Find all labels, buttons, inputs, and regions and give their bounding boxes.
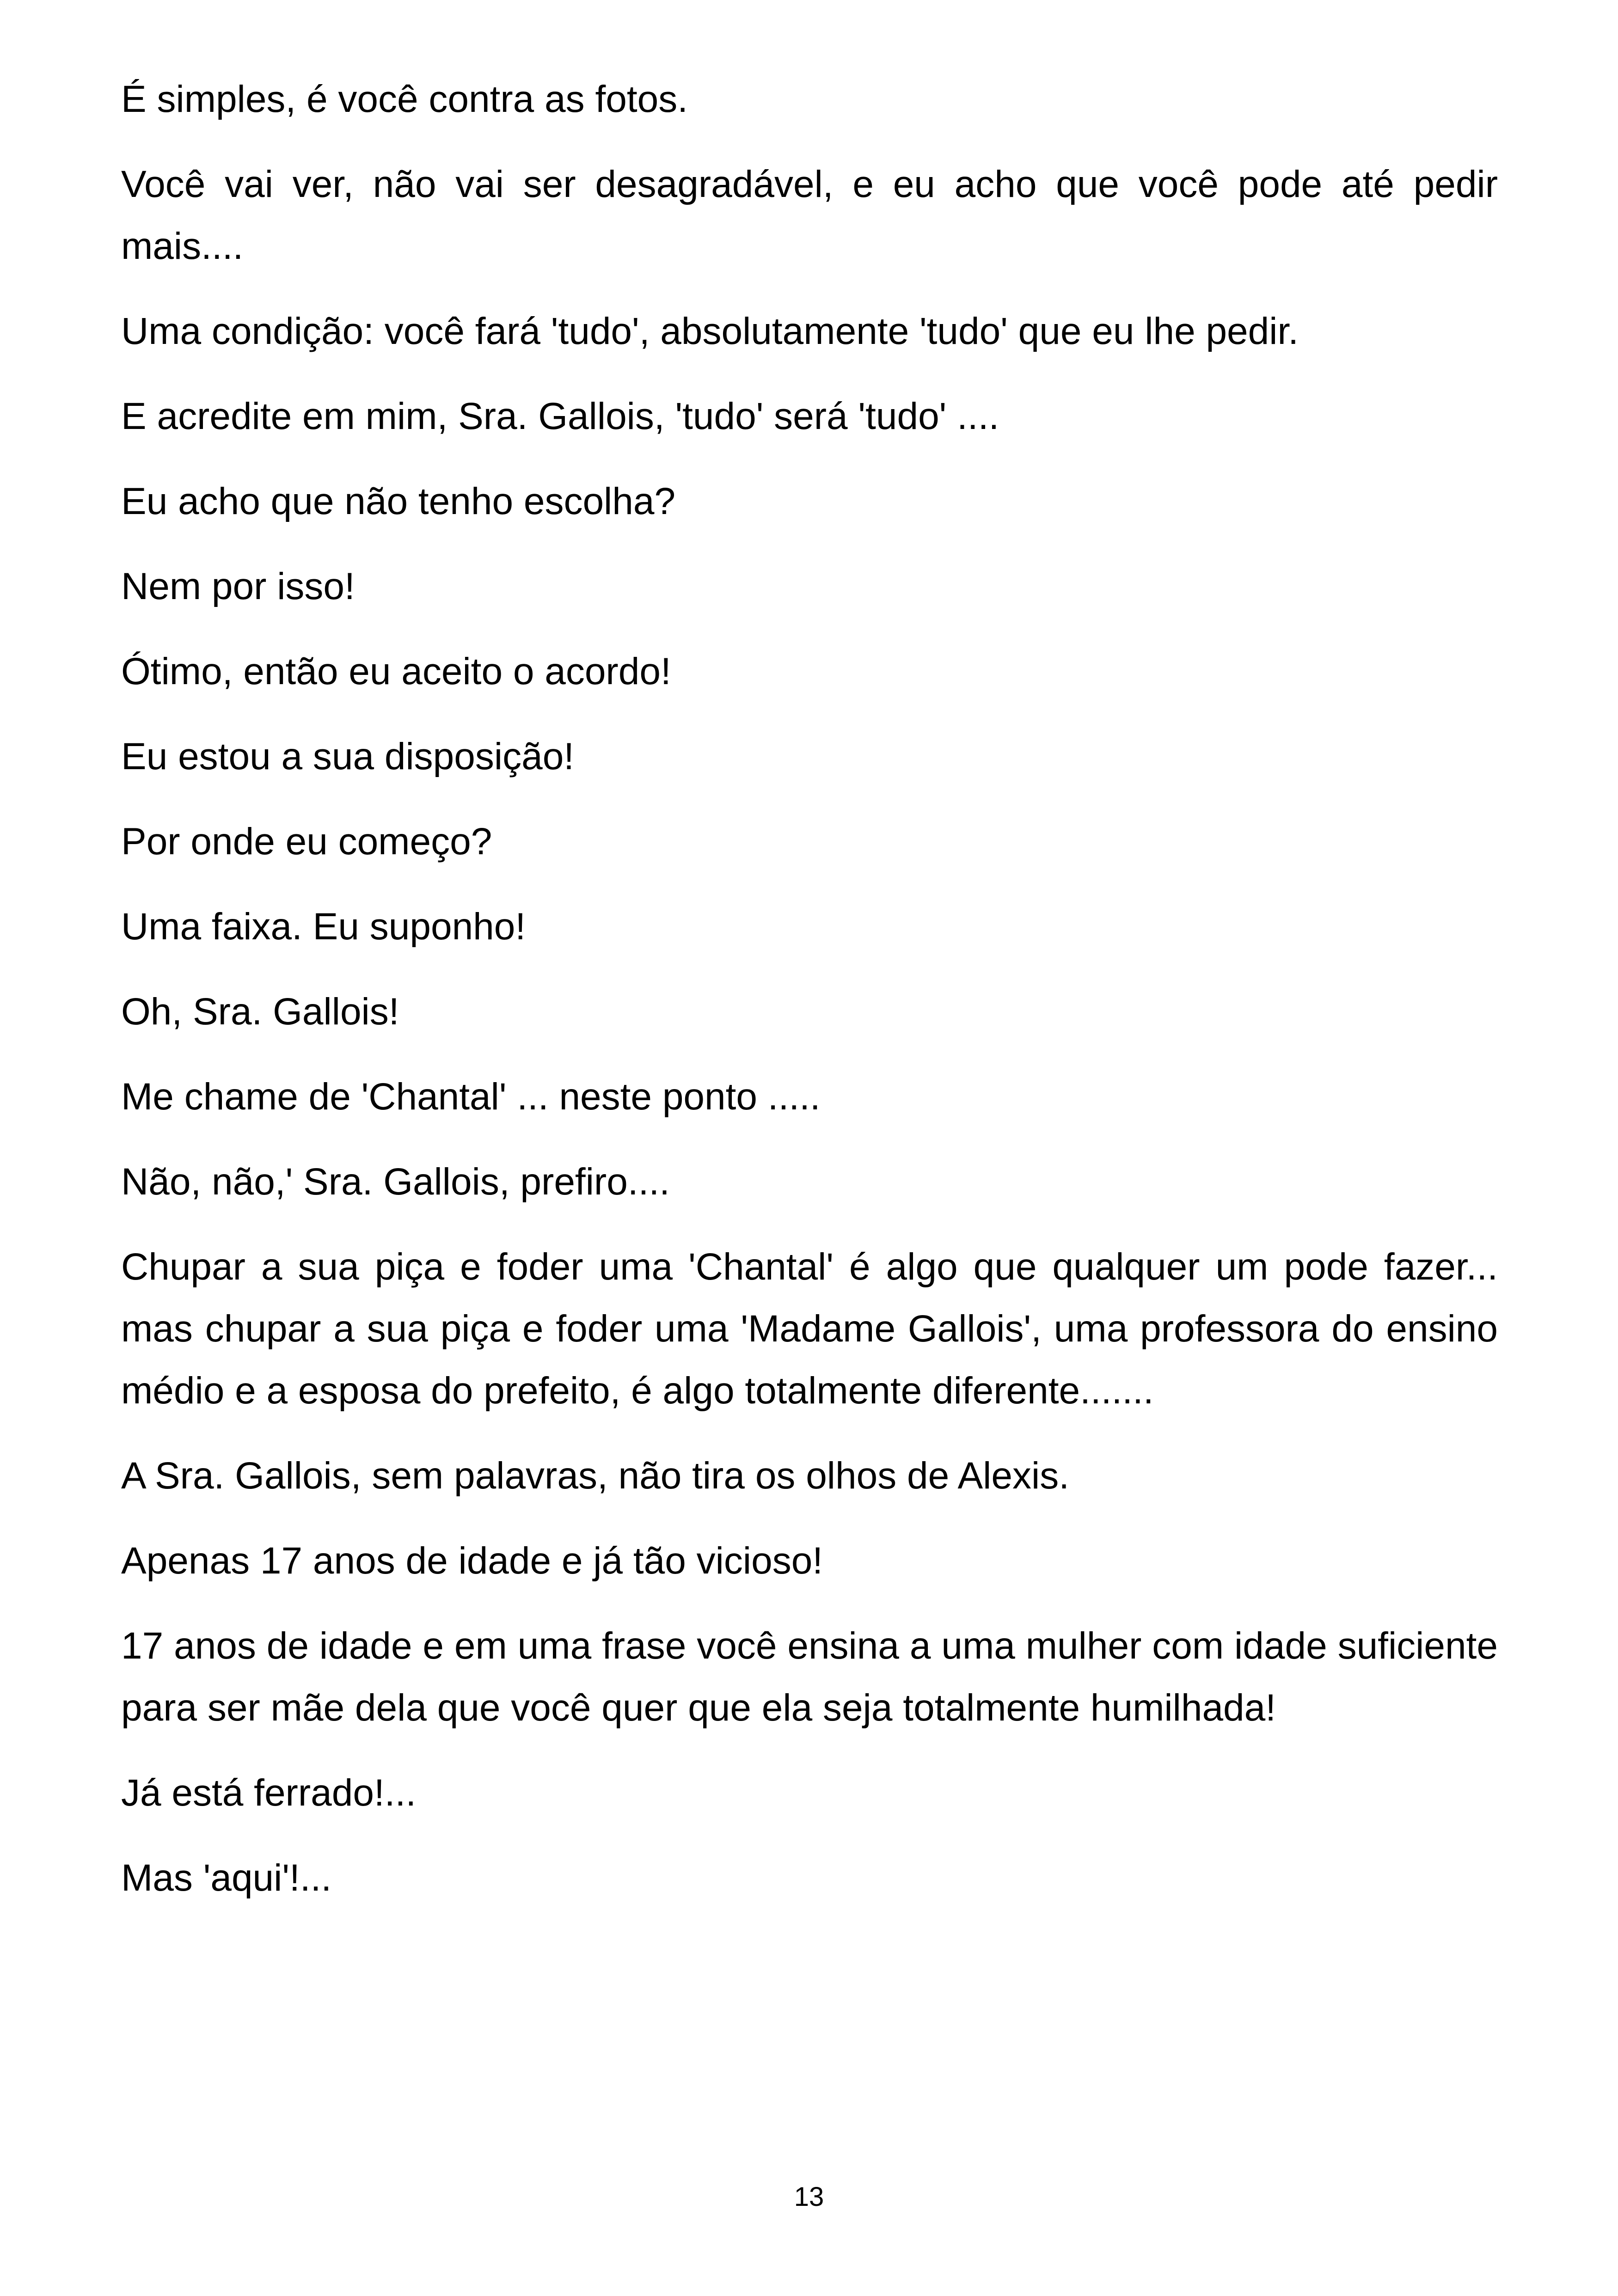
paragraph: Não, não,' Sra. Gallois, prefiro....: [121, 1161, 670, 1203]
page-number: 13: [794, 2182, 824, 2212]
paragraph: Uma faixa. Eu suponho!: [121, 906, 526, 948]
paragraph: Ótimo, então eu aceito o acordo!: [121, 650, 671, 692]
page-body: [121, 68, 1498, 1932]
paragraph: Já está ferrado!...: [121, 1772, 417, 1814]
paragraph: É simples, é você contra as fotos.: [121, 78, 688, 120]
paragraph: A Sra. Gallois, sem palavras, não tira os olhos de Alexis.: [121, 1455, 1070, 1497]
paragraph: Eu estou a sua disposição!: [121, 735, 575, 778]
paragraph: Eu acho que não tenho escolha?: [121, 480, 676, 522]
paragraph: E acredite em mim, Sra. Gallois, 'tudo' será 'tudo' ....: [121, 395, 999, 437]
paragraph: Me chame de 'Chantal' ... neste ponto .....: [121, 1076, 821, 1118]
paragraph: Apenas 17 anos de idade e já tão vicioso!: [121, 1540, 823, 1582]
paragraph: 17 anos de idade e em uma frase você ensina a uma mulher com idade suficiente para ser mãe dela que você quer que ela seja totalmente humilhada!: [121, 1625, 1498, 1729]
paragraph: Uma condição: você fará 'tudo', absolutamente 'tudo' que eu lhe pedir.: [121, 310, 1299, 352]
paragraph: Por onde eu começo?: [121, 820, 492, 863]
paragraph: Você vai ver, não vai ser desagradável, e eu acho que você pode até pedir mais....: [121, 163, 1498, 267]
paragraph: Mas 'aqui'!...: [121, 1857, 332, 1899]
paragraph: Chupar a sua piça e foder uma 'Chantal' é algo que qualquer um pode fazer... mas chupar a sua piça e foder uma 'Madame Gallois', uma professora do ensino médio e a esposa do prefeito, é algo totalmente diferente.......: [121, 1246, 1498, 1412]
paragraph: Nem por isso!: [121, 565, 355, 607]
paragraph: Oh, Sra. Gallois!: [121, 991, 399, 1033]
